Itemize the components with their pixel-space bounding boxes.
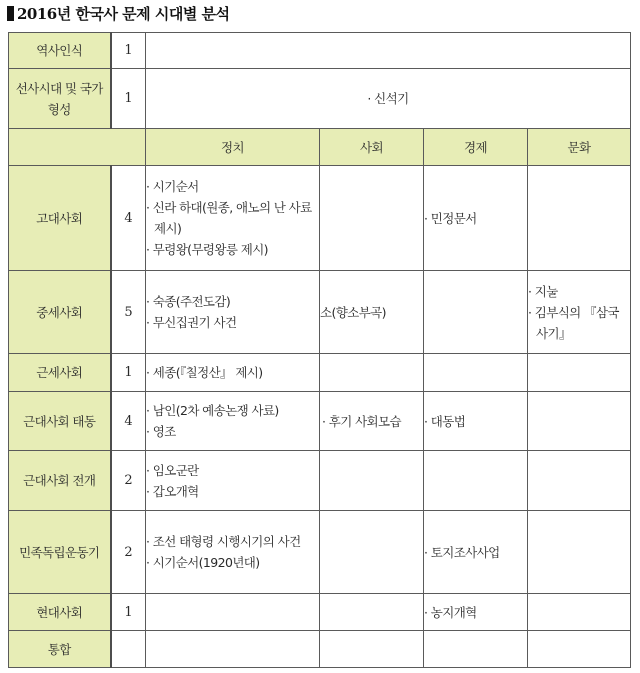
- economy-cell: [424, 354, 528, 392]
- list-item: · 갑오개혁: [146, 483, 199, 499]
- table-row: [9, 392, 631, 451]
- header-culture: 문화: [528, 129, 631, 166]
- economy-cell: [424, 451, 528, 511]
- culture-cell: [528, 392, 631, 451]
- table-row: [9, 594, 631, 631]
- economy-cell: [424, 511, 528, 594]
- list-item: · 신라 하대(원종, 애노의 난 사료 제시): [146, 200, 312, 236]
- row-count: 2: [111, 451, 146, 511]
- economy-cell: [424, 166, 528, 271]
- row-count: [111, 631, 146, 668]
- list-item: · 후기 사회모습: [322, 413, 401, 429]
- list-item: · 조선 태형령 시행시기의 사건: [146, 534, 301, 549]
- economy-cell: [424, 594, 528, 631]
- list-item: · 시기순서(1920년대): [146, 555, 260, 570]
- society-cell: [320, 354, 424, 392]
- title-text: 2016년 한국사 문제 시대별 분석: [17, 4, 230, 23]
- row-label: 고대사회: [9, 166, 111, 271]
- economy-cell: [424, 392, 528, 451]
- table-row: [9, 69, 631, 129]
- society-cell: [320, 451, 424, 511]
- society-cell: [320, 271, 424, 354]
- row-label: 역사인식: [9, 33, 111, 69]
- table-row: [9, 451, 631, 511]
- row-count: 4: [111, 166, 146, 271]
- culture-cell: [528, 511, 631, 594]
- header-politics: 정치: [146, 129, 320, 166]
- society-cell: [320, 166, 424, 271]
- row-count: 1: [111, 354, 146, 392]
- list-item: 소(향소부곡): [320, 304, 386, 320]
- list-item: · 숙종(주전도감): [146, 294, 231, 309]
- politics-cell: [146, 594, 320, 631]
- header-society: 사회: [320, 129, 424, 166]
- header-corner: [9, 129, 146, 166]
- list-item: · 무령왕(무령왕릉 제시): [146, 242, 268, 257]
- page-title: [7, 2, 230, 24]
- politics-cell: [146, 392, 320, 451]
- politics-cell: [146, 511, 320, 594]
- row-label: 근대사회 태동: [9, 392, 111, 451]
- politics-cell: [146, 271, 320, 354]
- list-item: · 민정문서: [424, 210, 477, 226]
- row-count: 4: [111, 392, 146, 451]
- culture-cell: [528, 594, 631, 631]
- culture-cell: [528, 451, 631, 511]
- table-row: [9, 271, 631, 354]
- politics-cell: [146, 631, 320, 668]
- table-row: [9, 511, 631, 594]
- table-row: [9, 354, 631, 392]
- list-item: · 토지조사사업: [424, 544, 500, 560]
- row-label-text: 선사시대 및 국가 형성: [15, 80, 103, 117]
- row-label: 근세사회: [9, 354, 111, 392]
- row-label: 통합: [9, 631, 111, 668]
- politics-cell: [146, 166, 320, 271]
- row-count: 1: [111, 33, 146, 69]
- list-item: · 세종(『칠정산』 제시): [146, 365, 263, 380]
- row-content: [146, 33, 631, 69]
- row-count: 5: [111, 271, 146, 354]
- square-marker-icon: [7, 6, 14, 21]
- table-row: [9, 33, 631, 69]
- politics-cell: [146, 354, 320, 392]
- row-content: · 신석기: [146, 69, 631, 129]
- list-item: · 김부식의 『삼국사기』: [528, 304, 619, 341]
- table-row: [9, 631, 631, 668]
- society-cell: [320, 594, 424, 631]
- culture-cell: [528, 354, 631, 392]
- list-item: · 임오군란: [146, 462, 199, 478]
- row-label: 중세사회: [9, 271, 111, 354]
- header-row: [9, 129, 631, 166]
- analysis-table: [8, 32, 631, 668]
- economy-cell: [424, 271, 528, 354]
- table-row: [9, 166, 631, 271]
- row-label: 현대사회: [9, 594, 111, 631]
- politics-cell: [146, 451, 320, 511]
- row-label: 민족독립운동기: [9, 511, 111, 594]
- list-item: · 시기순서: [146, 179, 199, 194]
- list-item: · 무신집권기 사건: [146, 315, 237, 330]
- row-count: 2: [111, 511, 146, 594]
- society-cell: [320, 631, 424, 668]
- list-item: · 대동법: [424, 413, 466, 429]
- list-item: · 지눌: [528, 283, 558, 299]
- culture-cell: [528, 631, 631, 668]
- list-item: · 농지개혁: [424, 604, 477, 620]
- list-item: · 남인(2차 예송논쟁 사료): [146, 403, 279, 418]
- society-cell: [320, 511, 424, 594]
- list-item: · 영조: [146, 424, 176, 439]
- row-count: 1: [111, 594, 146, 631]
- row-label: [9, 69, 111, 129]
- culture-cell: [528, 166, 631, 271]
- society-cell: [320, 392, 424, 451]
- row-count: 1: [111, 69, 146, 129]
- culture-cell: [528, 271, 631, 354]
- economy-cell: [424, 631, 528, 668]
- row-label: 근대사회 전개: [9, 451, 111, 511]
- header-economy: 경제: [424, 129, 528, 166]
